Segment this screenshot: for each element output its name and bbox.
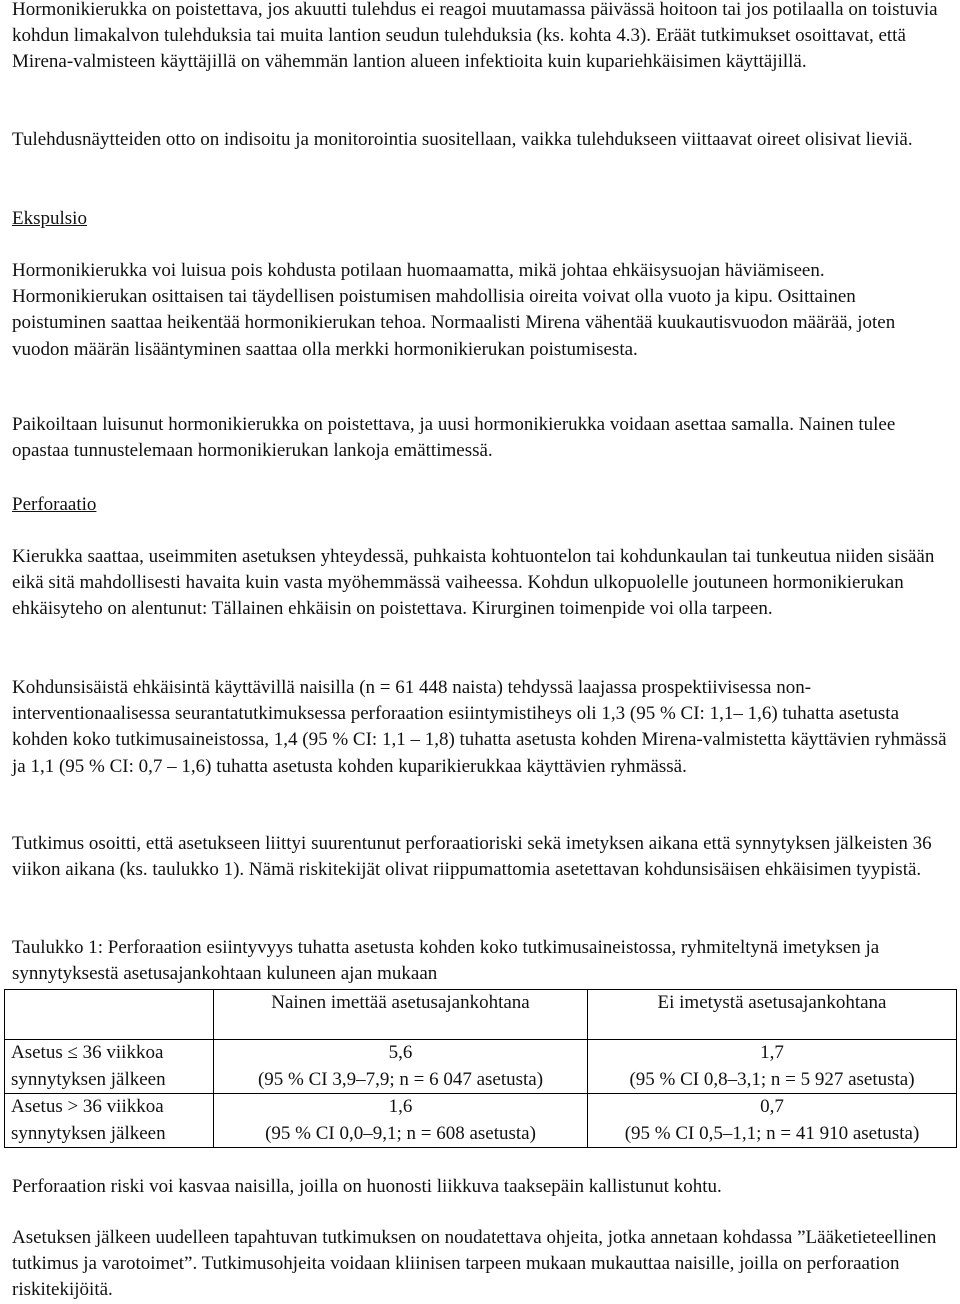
cell-value: 5,6 [388,1042,413,1063]
paragraph-expulsion: Hormonikierukka voi luisua pois kohdusta potilaan huomaamatta, mikä johtaa ehkäisysuojan häviämiseen. Hormonikierukan osittaisen tai täydellisen poistumisen mahdollisia oireita voivat olla vuoto ja kipu. Osittainen poistuminen saattaa heikentää hormonikierukan tehoa. Normaalisti Mirena vähentää kuukautisvuodon määrää, joten vuodon määrän lisääntyminen saattaa olla merkki hormonikierukan poistumisesta. [12,260,896,360]
table-cell [214,1040,588,1094]
paragraph-infection-samples: Tulehdusnäytteiden otto on indisoitu ja monitorointia suositellaan, vaikka tulehdukseen viittaavat oireet olisivat lieviä. [12,129,913,150]
paragraph-perforation-risk-factors: Tutkimus osoitti, että asetukseen liittyi suurentunut perforaatioriski sekä imetyksen aikana että synnytyksen jälkeisten 36 viikon aikana (ks. taulukko 1). Nämä riskitekijät olivat riippumattomia asetettavan kohdunsisäisen ehkäisimen tyypistä. [12,833,932,881]
cell-detail: (95 % CI 3,9–7,9; n = 6 047 asetusta) [257,1068,544,1090]
paragraph-perforation-study: Kohdunsisäistä ehkäisintä käyttävillä naisilla (n = 61 448 naista) tehdyssä laajassa prospektiivisessa non-interventionaalisessa seurantatutkimuksessa perforaation esiintymistiheys oli 1,3 (95 % CI: 1,1– 1,6) tuhatta asetusta kohden koko tutkimusaineistossa, 1,4 (95 % CI: 1,1 – 1,8) tuhatta asetusta kohden Mirena-valmistetta käyttävien ryhmässä ja 1,1 (95 % CI: 0,7 – 1,6) tuhatta asetusta kohden kuparikierukkaa käyttävien ryhmässä. [12,677,947,777]
perforation-table [4,989,957,1148]
table-row [5,1040,957,1094]
row-label-line2: synnytyksen jälkeen [11,1122,166,1144]
row-label-line1: Asetus ≤ 36 viikkoa [11,1042,164,1063]
table-cell [588,1094,957,1148]
paragraph-follow-up-examination: Asetuksen jälkeen uudelleen tapahtuvan tutkimuksen on noudatettava ohjeita, jotka annetaan kohdassa ”Lääketieteellinen tutkimus ja varotoimet”. Tutkimusohjeita voidaan kliinisen tarpeen mukaan mukauttaa naisille, joilla on perforaation riskitekijöitä. [12,1227,937,1301]
heading-ekspulsio: Ekspulsio [12,208,87,229]
paragraph-expulsion-replacement: Paikoiltaan luisunut hormonikierukka on poistettava, ja uusi hormonikierukka voidaan asettaa samalla. Nainen tulee opastaa tunnustelemaan hormonikierukan lankoja emättimessä. [12,414,896,462]
table-caption: Taulukko 1: Perforaation esiintyvyys tuhatta asetusta kohden koko tutkimusaineistossa, ryhmiteltynä imetyksen ja synnytyksestä asetusajankohtaan kuluneen ajan mukaan [12,937,880,985]
cell-detail: (95 % CI 0,0–9,1; n = 608 asetusta) [265,1122,536,1144]
table-header-breastfeeding: Nainen imettää asetusajankohtana [214,990,588,1040]
table-header-row [5,990,957,1040]
table-row-label [5,1094,214,1148]
paragraph-infection-removal: Hormonikierukka on poistettava, jos akuutti tulehdus ei reagoi muutamassa päivässä hoitoon tai jos potilaalla on toistuvia kohdun limakalvon tulehduksia tai muita lantion seudun tulehduksia (ks. kohta 4.3). Eräät tutkimukset osoittavat, että Mirena-valmisteen käyttäjillä on vähemmän lantion alueen infektioita kuin kupariehkäisimen käyttäjillä. [12,0,938,73]
cell-detail: (95 % CI 0,5–1,1; n = 41 910 asetusta) [624,1122,920,1144]
table-cell [214,1094,588,1148]
cell-value: 1,7 [760,1042,784,1063]
paragraph-perforation: Kierukka saattaa, useimmiten asetuksen yhteydessä, puhkaista kohtuontelon tai kohdunkaulan tai tunkeutua niiden sisään eikä sitä mahdollisesti havaita kuin vasta myöhemmässä vaiheessa. Kohdun ulkopuolelle joutuneen hormonikierukan ehkäisyteho on alentunut: Tällainen ehkäisin on poistettava. Kirurginen toimenpide voi olla tarpeen. [12,546,935,620]
row-label-line2: synnytyksen jälkeen [11,1068,166,1090]
table-cell [588,1040,957,1094]
paragraph-retroverted-uterus: Perforaation riski voi kasvaa naisilla, joilla on huonosti liikkuva taaksepäin kallistunut kohtu. [12,1176,722,1197]
table-header-not-breastfeeding: Ei imetystä asetusajankohtana [588,990,957,1040]
table-header-empty [5,990,214,1040]
perforation-table-wrapper [4,989,956,1148]
table-row-label [5,1040,214,1094]
cell-value: 0,7 [760,1096,784,1117]
cell-value: 1,6 [388,1096,413,1117]
cell-detail: (95 % CI 0,8–3,1; n = 5 927 asetusta) [629,1068,915,1090]
row-label-line1: Asetus > 36 viikkoa [11,1096,164,1117]
heading-perforaatio: Perforaatio [12,494,97,515]
table-row [5,1094,957,1148]
